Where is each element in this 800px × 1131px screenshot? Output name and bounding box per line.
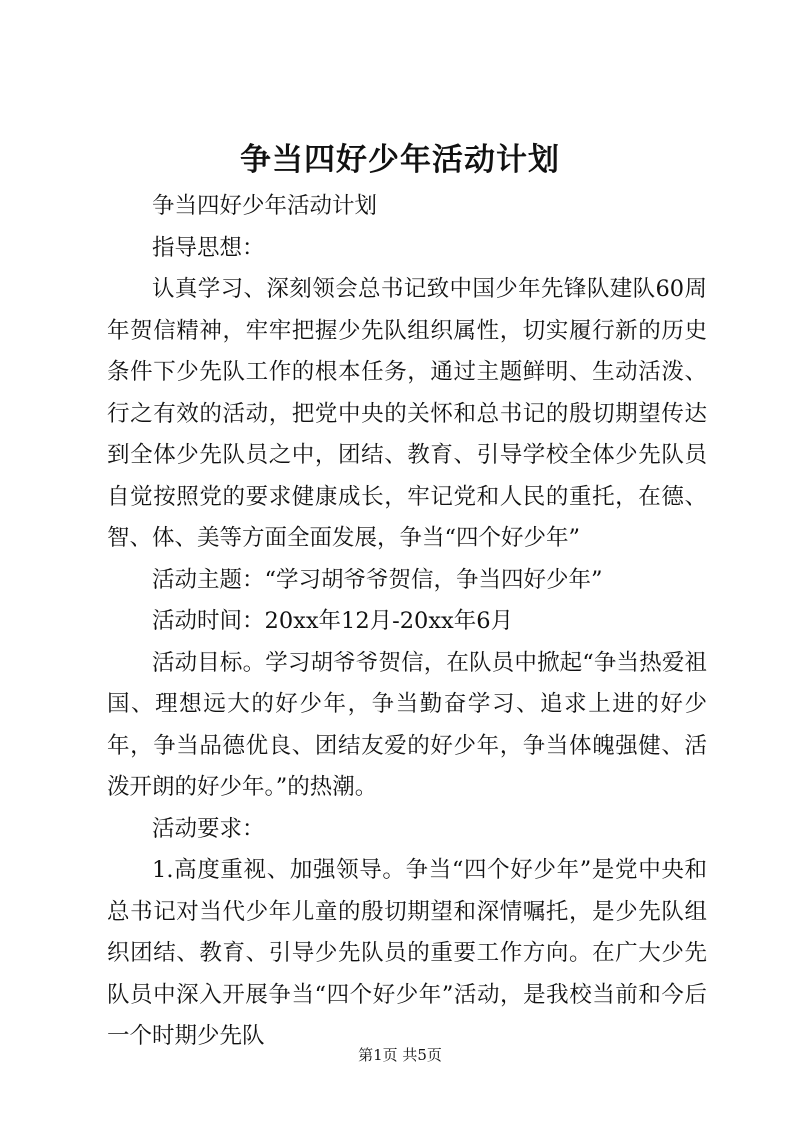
paragraph-activity-theme: 活动主题：“学习胡爷爷贺信，争当四好少年”: [152, 566, 603, 593]
document-title: 争当四好少年活动计划: [240, 142, 560, 178]
paragraph-activity-time: 活动时间：20xx年12月-20xx年6月: [152, 608, 514, 634]
paragraph-requirement-1: 1.高度重视、加强领导。争当“四个好少年”是党中央和总书记对当代少年儿童的殷切期望和深情嘱托，是少先队组织团结、教育、引导少先队员的重要工作方向。在广大少先队员中深入开展争当“四个好少年”活动，是我校当前和今后一个时期少先队: [107, 857, 707, 1049]
paragraph-guiding-heading: 指导思想：: [152, 234, 265, 261]
paragraph-requirements-heading: 活动要求：: [152, 815, 265, 842]
paragraph-guiding-content: 认真学习、深刻领会总书记致中国少年先锋队建队60周年贺信精神，牢牢把握少先队组织属性，切实履行新的历史条件下少先队工作的根本任务，通过主题鲜明、生动活泼、行之有效的活动，把党中央的关怀和总书记的殷切期望传达到全体少先队员之中，团结、教育、引导学校全体少先队员自觉按照党的要求健康成长，牢记党和人民的重托，在德、智、体、美等方面全面发展，争当“四个好少年”: [107, 276, 707, 551]
document-body: [107, 186, 707, 1058]
paragraph-activity-goal: 活动目标。学习胡爷爷贺信，在队员中掀起“争当热爱祖国、理想远大的好少年，争当勤奋学习、追求上进的好少年，争当品德优良、团结友爱的好少年，争当体魄强健、活泼开朗的好少年。”的热潮。: [107, 649, 707, 800]
paragraph-subtitle: 争当四好少年活动计划: [152, 193, 378, 219]
page-footer: 第1页 共5页: [358, 1046, 442, 1064]
